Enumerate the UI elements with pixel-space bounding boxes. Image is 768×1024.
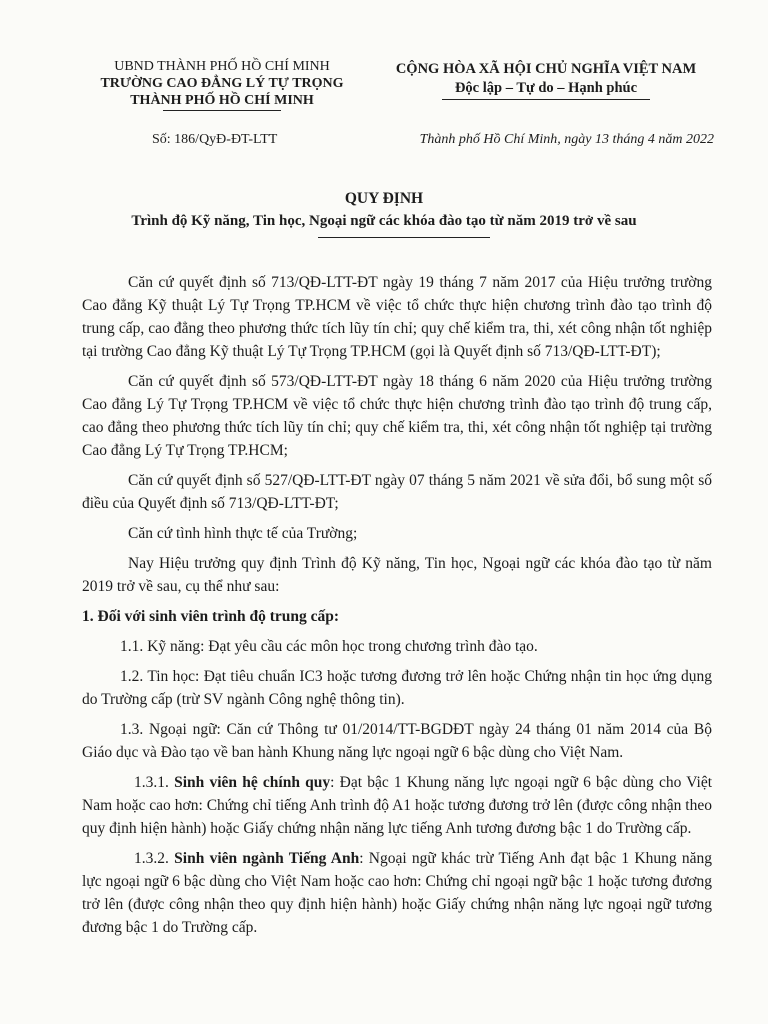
paragraph-basis-1: Căn cứ quyết định số 713/QĐ-LTT-ĐT ngày 19 tháng 7 năm 2017 của Hiệu trưởng trường Cao đẳng Kỹ thuật Lý Tự Trọng TP.HCM về việc tổ chức thực hiện chương trình đào tạo trình độ trung cấp, cao đẳng theo phương thức tích lũy tín chỉ; quy chế kiểm tra, thi, xét công nhận tốt nghiệp tại trường Cao đẳng Kỹ thuật Lý Tự Trọng TP.HCM (gọi là Quyết định số 713/QĐ-LTT-ĐT); — [82, 274, 712, 360]
national-motto: Độc lập – Tự do – Hạnh phúc — [454, 80, 638, 96]
national-title: CỘNG HÒA XÃ HỘI CHỦ NGHĨA VIỆT NAM — [395, 61, 697, 77]
paragraph-basis-2: Căn cứ quyết định số 573/QĐ-LTT-ĐT ngày 18 tháng 6 năm 2020 của Hiệu trưởng trường Cao đẳng Lý Tự Trọng TP.HCM về việc tổ chức thực hiện chương trình đào tạo trình độ trung cấp, cao đẳng theo phương thức tích lũy tín chỉ; quy chế kiểm tra, thi, xét công nhận tốt nghiệp tại trường Cao đẳng Lý Tự Trọng TP.HCM; — [82, 373, 712, 459]
item-1-1: 1.1. Kỹ năng: Đạt yêu cầu các môn học trong chương trình đào tạo. — [120, 638, 538, 655]
document-body — [82, 271, 712, 946]
document-subtitle: Trình độ Kỹ năng, Tin học, Ngoại ngữ các khóa đào tạo từ năm 2019 trở về sau — [131, 213, 637, 229]
document-title: QUY ĐỊNH — [344, 190, 424, 207]
paragraph-basis-3: Căn cứ quyết định số 527/QĐ-LTT-ĐT ngày 07 tháng 5 năm 2021 về sửa đổi, bổ sung một số điều của Quyết định số 713/QĐ-LTT-ĐT; — [82, 472, 712, 512]
item-1-3-2 — [82, 847, 712, 939]
issuer-line-3: THÀNH PHỐ HỒ CHÍ MINH — [130, 93, 314, 108]
item-1-3-1 — [82, 771, 712, 840]
paragraph-intro: Nay Hiệu trưởng quy định Trình độ Kỹ năng, Tin học, Ngoại ngữ các khóa đào tạo từ năm 2019 trở về sau, cụ thể như sau: — [82, 555, 712, 595]
issuer-line-2: TRƯỜNG CAO ĐẲNG LÝ TỰ TRỌNG — [100, 76, 344, 91]
item-1-3: 1.3. Ngoại ngữ: Căn cứ Thông tư 01/2014/TT-BGDĐT ngày 24 tháng 01 năm 2014 của Bộ Giáo dục và Đào tạo về ban hành Khung năng lực ngoại ngữ 6 bậc dùng cho Việt Nam. — [82, 721, 712, 761]
item-1-3-1-label: Sinh viên hệ chính quy — [174, 774, 331, 791]
item-1-3-1-text: : Đạt bậc 1 Khung năng lực ngoại ngữ 6 bậc dùng cho Việt Nam hoặc cao hơn: Chứng chỉ tiếng Anh trình độ A1 hoặc tương đương trở lên (được công nhận theo quy định hiện hành) hoặc Giấy chứng nhận năng lực tiếng Anh tương đương bậc 1 do Trường cấp. — [82, 774, 713, 837]
section-1-heading: 1. Đối với sinh viên trình độ trung cấp: — [82, 608, 340, 625]
issuer-line-1: UBND THÀNH PHỐ HỒ CHÍ MINH — [114, 59, 330, 74]
motto-underline — [442, 99, 650, 100]
item-1-3-2-label: Sinh viên ngành Tiếng Anh — [174, 850, 360, 867]
subtitle-underline — [318, 237, 490, 238]
national-header — [372, 60, 720, 100]
item-1-2: 1.2. Tin học: Đạt tiêu chuẩn IC3 hoặc tương đương trở lên hoặc Chứng nhận tin học ứng dụng do Trường cấp (trừ SV ngành Công nghệ thông tin). — [82, 668, 712, 708]
item-1-3-2-text: : Ngoại ngữ khác trừ Tiếng Anh đạt bậc 1 Khung năng lực ngoại ngữ 6 bậc dùng cho Việt Nam hoặc cao hơn: Chứng chỉ ngoại ngữ bậc 1 hoặc tương đương trở lên (được công nhận theo quy định hiện hành) hoặc Giấy chứng nhận năng lực ngoại ngữ tương đương bậc 1 do Trường cấp. — [82, 850, 713, 936]
document-number: Số: 186/QyĐ-ĐT-LTT — [152, 132, 278, 147]
item-1-3-1-number: 1.3.1. — [134, 774, 175, 791]
issuer-underline — [163, 110, 281, 111]
issuer-header — [62, 58, 382, 111]
item-1-3-2-number: 1.3.2. — [134, 850, 175, 867]
date-line: Thành phố Hồ Chí Minh, ngày 13 tháng 4 năm 2022 — [419, 132, 714, 147]
paragraph-basis-4: Căn cứ tình hình thực tế của Trường; — [128, 525, 358, 542]
